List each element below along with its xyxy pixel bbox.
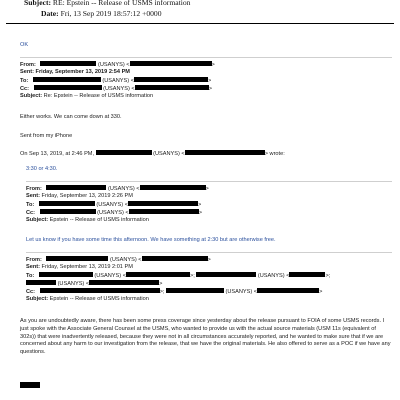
redaction [26,280,56,285]
redaction [166,288,224,293]
msg1-quote-line [20,150,285,158]
msg1-subject-label: Subject: [20,93,43,99]
msg3-from-label: From: [26,256,42,263]
msg1-subject: Re: Epstein -- Release of USMS information [43,93,154,99]
signature-redaction [20,382,40,388]
msg2-from-label: From: [26,185,42,192]
doc-subject-label: Subject: [24,0,51,7]
msg1-quoted: 3:30 or 4:30. [26,166,58,172]
redaction [134,77,208,82]
divider-1 [20,57,392,58]
msg2-body: Let us know if you have some time this afternoon. We have something at 2:30 but are otherwise free. [26,237,276,243]
msg1-body2: Sent from my iPhone [20,133,73,139]
msg1-cc-label: Cc: [20,85,30,92]
msg3-from-suffix: (USANYS) < [109,256,142,263]
msg1-sent: Friday, September 13, 2019 2:54 PM [35,69,130,75]
doc-subject: RE: Epstein -- Release of USMS information [52,0,191,7]
divider-3 [26,252,392,253]
msg3-to-cont: (USANYS) < > [26,280,162,288]
msg1-to: To: (USANYS) < > [20,77,212,84]
redaction [135,85,209,90]
redaction [140,185,206,190]
redaction [89,280,159,285]
msg2-to-suffix: (USANYS) < [96,201,128,208]
msg1-cc-suffix: (USANYS) < [103,85,135,92]
msg2-from-suffix: (USANYS) < [107,185,140,192]
msg2-subject: Epstein -- Release of USMS information [49,217,149,223]
msg3-subject-label: Subject: [26,296,49,302]
msg2-sent-label: Sent: [26,193,40,199]
redaction [142,256,208,261]
msg3-to: To: (USANYS) < >; (USANYS) < >; [26,272,331,279]
redaction [39,272,93,277]
redaction [40,288,160,293]
redaction [39,201,95,206]
msg3-cc: Cc: >; (USANYS) < > [26,288,323,295]
msg3-subject: Epstein -- Release of USMS information [49,296,149,302]
redaction [128,201,198,206]
redaction [257,288,319,293]
msg3-from: From: (USANYS) < > [26,256,211,263]
msg1-subject [20,93,153,100]
msg1-from-label: From: [20,61,36,68]
msg1-sent-label: Sent: [20,69,34,75]
msg1-from-suffix: (USANYS) < [97,61,130,68]
redaction [34,85,102,90]
msg1-quote-mid: (USANYS) < [153,150,185,157]
msg3-to-mid1: (USANYS) < [94,272,126,279]
msg2-cc-label: Cc: [26,209,36,216]
redaction [196,272,256,277]
msg2-to-label: To: [26,201,35,208]
msg1-quote-prefix: On Sep 13, 2019, at 2:46 PM, [20,150,95,157]
msg2-from: From: (USANYS) < > [26,185,209,192]
msg2-cc-suffix: (USANYS) < [97,209,129,216]
redaction [46,185,106,190]
msg2-subject-label: Subject: [26,217,49,223]
msg2-to: To: (USANYS) < > [26,201,202,208]
redaction [130,61,212,66]
doc-subject-line [24,0,190,7]
msg1-cc: Cc: (USANYS) < > [20,85,212,92]
msg3-subject [26,296,149,303]
divider-2 [26,181,392,182]
header-rule [6,23,394,24]
redaction [185,150,265,155]
msg3-to-mid2: (USANYS) < [257,272,290,279]
msg2-cc: Cc: (USANYS) < > [26,209,202,216]
msg3-sent [26,264,133,271]
msg1-sent [20,69,130,76]
redaction [46,256,108,261]
msg3-sent: Friday, September 13, 2019 2:01 PM [41,264,133,270]
redaction [96,150,152,155]
msg3-cc-mid2: (USANYS) < [225,288,258,295]
msg2-sent [26,193,133,200]
msg1-quote-suffix: > wrote: [264,150,285,157]
redaction [33,77,101,82]
doc-date: Fri, 13 Sep 2019 18:57:12 +0000 [60,9,162,18]
msg3-to-label: To: [26,272,35,279]
msg3-to-mid3: (USANYS) < [57,280,90,287]
msg1-to-label: To: [20,77,29,84]
msg1-to-suffix: (USANYS) < [102,77,134,84]
msg3-body: As you are undoubtedly aware, there has been some press coverage since yesterday about the release pursuant to FOIA of some USMS records. I just spoke with the Associate General Counsel at the USMS, who wanted to provide us with the actual source materials (USM 11s (equivalent of 302s)) that were inadvertently released, because they were not in all circumstances accurately reported, and he wanted to make sure that if we are concerned about any harm to our investigation from the release, that we have the original materials. He also offered to serve as a POC if we have any questions. [20,318,391,356]
redaction [126,272,190,277]
doc-date-label: Date: [41,9,59,18]
doc-date-line [41,9,162,18]
redaction [40,209,96,214]
msg2-subject [26,217,149,224]
redaction [129,209,199,214]
redaction [40,61,96,66]
msg3-sent-label: Sent: [26,264,40,270]
redaction [289,272,325,277]
msg1-body1: Either works. We can come down at 330. [20,114,122,120]
msg1-from: From: (USANYS) < > [20,61,215,68]
msg2-sent: Friday, September 13, 2019 2:26 PM [41,193,133,199]
msg3-cc-label: Cc: [26,288,36,295]
reply-ok: OK [20,42,29,48]
